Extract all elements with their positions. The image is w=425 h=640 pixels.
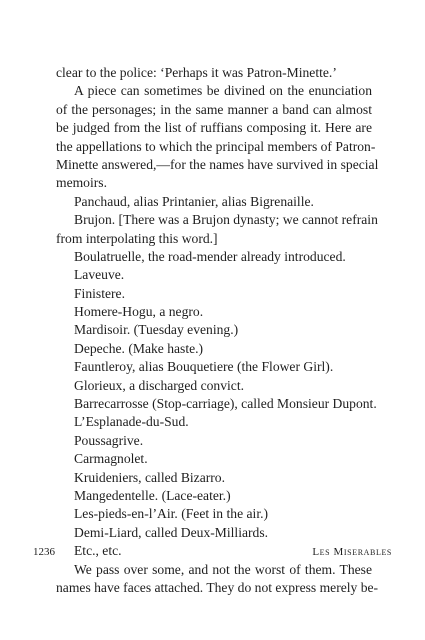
- text-line: Homere-Hogu, a negro.: [74, 304, 204, 320]
- text-line: Kruideniers, called Bizarro.: [74, 469, 225, 485]
- text-line: Depeche. (Make haste.): [74, 340, 204, 356]
- text-line: A piece can sometimes be divined on the enunciation: [74, 83, 372, 99]
- text-line: from interpolating this word.]: [56, 230, 218, 246]
- text-line: be judged from the list of ruffians composing it. Here are: [56, 120, 372, 136]
- text-line: Glorieux, a discharged convict.: [74, 377, 244, 393]
- text-line: Poussagrive.: [74, 432, 144, 448]
- page-footer: [33, 545, 392, 559]
- text-line: Panchaud, alias Printanier, alias Bigrenaille.: [74, 193, 314, 209]
- page-number: 1236: [33, 546, 55, 558]
- text-line: clear to the police: ‘Perhaps it was Patron-Minette.’: [56, 65, 337, 80]
- text-line: Finistere.: [74, 285, 125, 301]
- text-line: the appellations to which the principal members of Patron-: [56, 138, 376, 154]
- page-text-block: [56, 64, 379, 597]
- text-line: L’Esplanade-du-Sud.: [74, 414, 189, 430]
- text-line: Brujon. [There was a Brujon dynasty; we cannot refrain: [74, 212, 378, 228]
- text-line: Mangedentelle. (Lace-eater.): [74, 487, 231, 503]
- text-line: of the personages; in the same manner a band can almost: [56, 101, 372, 117]
- text-line: Minette answered,—for the names have survived in special: [56, 156, 379, 172]
- text-line: Boulatruelle, the road-mender already introduced.: [74, 248, 346, 264]
- text-line: memoirs.: [56, 175, 107, 191]
- text-line: Mardisoir. (Tuesday evening.): [74, 322, 239, 338]
- text-line: Barrecarrosse (Stop-carriage), called Monsieur Dupont.: [74, 396, 377, 412]
- text-line: Demi-Liard, called Deux-Milliards.: [74, 524, 269, 540]
- text-line: names have faces attached. They do not express merely be-: [56, 579, 379, 595]
- text-line: We pass over some, and not the worst of them. These: [74, 561, 372, 577]
- text-line: Etc., etc.: [74, 543, 122, 559]
- text-line: Fauntleroy, alias Bouquetiere (the Flower Girl).: [74, 359, 334, 375]
- text-line: Carmagnolet.: [74, 451, 148, 467]
- text-line: Les-pieds-en-l’Air. (Feet in the air.): [74, 506, 269, 522]
- running-title: Les Miserables: [312, 546, 392, 558]
- text-line: Laveuve.: [74, 267, 125, 283]
